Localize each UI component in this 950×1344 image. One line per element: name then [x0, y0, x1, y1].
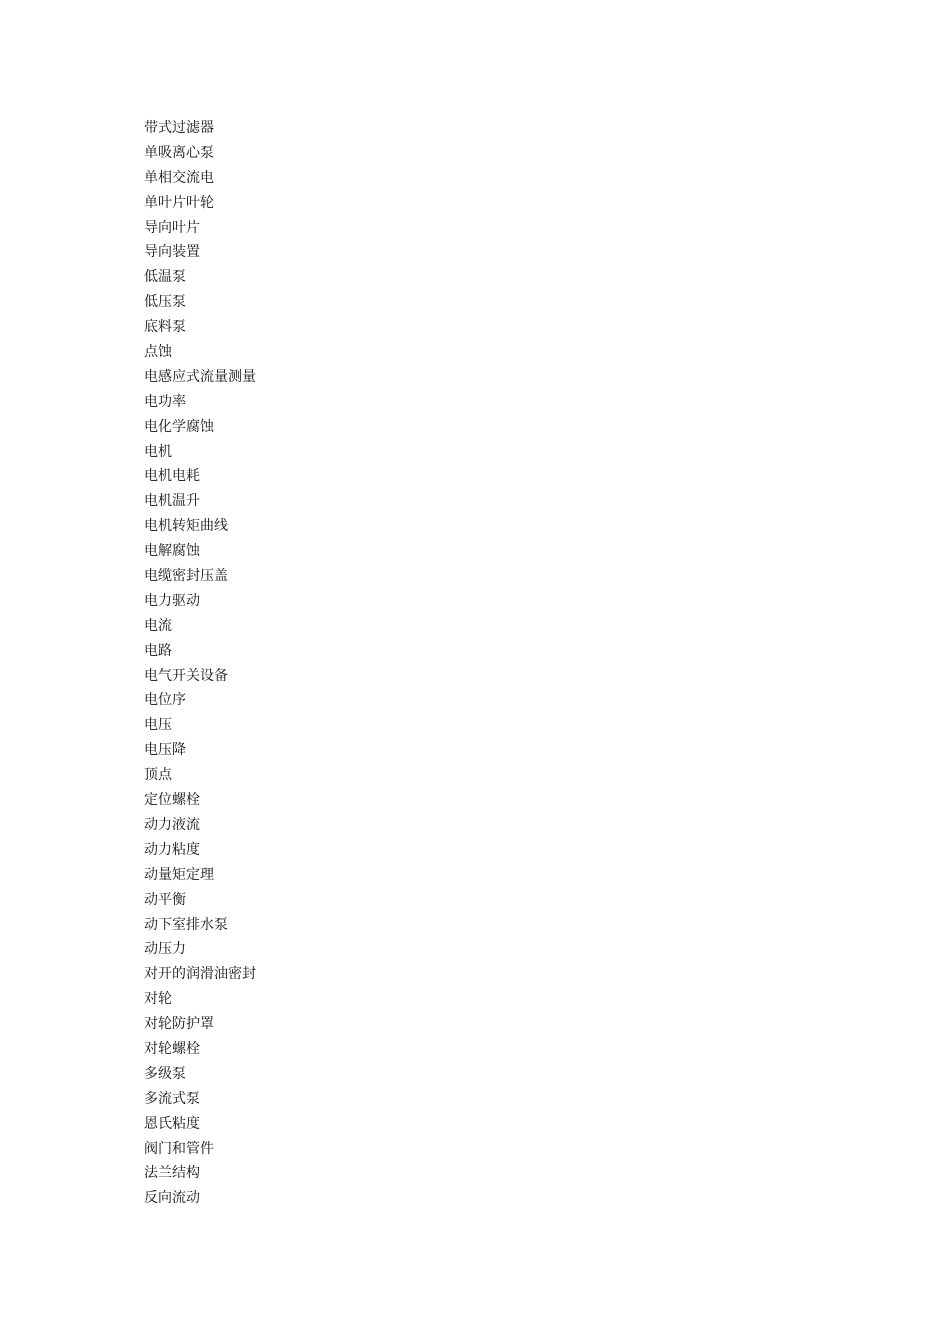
- term-item: 导向叶片: [144, 219, 200, 236]
- term-item: 单吸离心泵: [144, 144, 214, 161]
- term-item: 电感应式流量测量: [144, 368, 256, 385]
- term-item: 电流: [144, 617, 172, 634]
- term-item: 多流式泵: [144, 1090, 200, 1107]
- term-list: [144, 116, 256, 1211]
- term-item: 电缆密封压盖: [144, 568, 228, 585]
- term-item: 电机转矩曲线: [144, 518, 228, 535]
- term-item: 电化学腐蚀: [144, 418, 214, 435]
- term-item: 电力驱动: [144, 592, 200, 609]
- term-item: 电机温升: [144, 493, 200, 510]
- term-item: 反向流动: [144, 1190, 200, 1207]
- term-item: 动力液流: [144, 816, 200, 833]
- term-item: 顶点: [144, 767, 172, 784]
- term-item: 阀门和管件: [144, 1140, 214, 1157]
- term-item: 定位螺栓: [144, 792, 200, 809]
- term-item: 低温泵: [144, 269, 186, 286]
- term-item: 动力粘度: [144, 841, 200, 858]
- term-item: 电位序: [144, 692, 186, 709]
- term-item: 电路: [144, 642, 172, 659]
- term-item: 动平衡: [144, 891, 186, 908]
- term-item: 电功率: [144, 393, 186, 410]
- term-item: 对轮: [144, 991, 172, 1008]
- term-item: 动量矩定理: [144, 866, 214, 883]
- term-item: 对开的润滑油密封: [144, 966, 256, 983]
- term-item: 电机: [144, 443, 172, 460]
- term-item: 电气开关设备: [144, 667, 228, 684]
- term-item: 对轮防护罩: [144, 1016, 214, 1033]
- term-item: 恩氏粘度: [144, 1115, 200, 1132]
- term-item: 多级泵: [144, 1065, 186, 1082]
- term-item: 导向装置: [144, 244, 200, 261]
- term-item: 带式过滤器: [144, 120, 214, 136]
- term-item: 底料泵: [144, 319, 186, 336]
- term-item: 电机电耗: [144, 468, 200, 485]
- term-item: 电压降: [144, 742, 186, 759]
- term-item: 对轮螺栓: [144, 1040, 200, 1057]
- term-item: 低压泵: [144, 294, 186, 311]
- term-item: 单相交流电: [144, 169, 214, 186]
- term-item: 点蚀: [144, 344, 172, 361]
- term-item: 动下室排水泵: [144, 916, 228, 933]
- term-item: 单叶片叶轮: [144, 194, 214, 211]
- term-item: 动压力: [144, 941, 186, 958]
- term-item: 电解腐蚀: [144, 543, 200, 560]
- term-item: 电压: [144, 717, 172, 734]
- term-item: 法兰结构: [144, 1165, 200, 1182]
